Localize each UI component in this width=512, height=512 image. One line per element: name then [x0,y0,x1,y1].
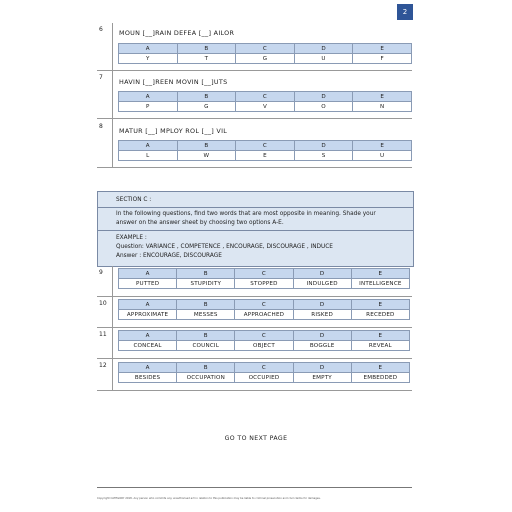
divider [97,118,412,119]
option-header: A [119,92,178,102]
divider [112,297,113,327]
divider [97,70,412,71]
divider [97,358,412,359]
option-value: W [177,151,236,161]
question-text: MATUR [__] MPLOY ROL [__] VIL [119,127,228,135]
option-header: C [236,92,295,102]
option-value: STUPIDITY [177,279,235,289]
option-header: E [351,331,409,341]
page-number-badge: 2 [397,4,413,20]
option-header: B [177,269,235,279]
option-header: B [177,300,235,310]
option-header: C [235,331,293,341]
divider [112,328,113,358]
option-header: D [293,300,351,310]
option-header: D [293,331,351,341]
question-number: 8 [99,123,103,130]
option-header: E [353,44,412,54]
option-header: B [177,331,235,341]
option-value: REVEAL [351,341,409,351]
question-text: HAVIN [__]REEN MOVIN [__]UTS [119,78,228,86]
option-value: P [119,102,178,112]
divider [97,327,412,328]
option-value: CONCEAL [119,341,177,351]
option-header: D [294,92,353,102]
question-number: 9 [99,269,103,276]
option-value: EMBEDDED [351,373,409,383]
option-value: F [353,54,412,64]
option-header: D [294,44,353,54]
question-number: 10 [99,300,107,307]
option-value: Y [119,54,178,64]
option-value: MESSES [177,310,235,320]
divider [97,296,412,297]
option-value: INDULGED [293,279,351,289]
divider [112,23,113,70]
options-table [118,140,412,161]
option-value: RISKED [293,310,351,320]
section-instruction: In the following questions, find two words that are most opposite in meaning. Shade your [116,211,376,217]
divider [97,390,412,391]
option-value: G [177,102,236,112]
option-value: G [236,54,295,64]
options-table [118,330,410,351]
option-value: APPROXIMATE [119,310,177,320]
option-header: D [293,363,351,373]
option-header: D [294,141,353,151]
option-value: BESIDES [119,373,177,383]
option-value: COUNCIL [177,341,235,351]
example-answer: Answer : ENCOURAGE, DISCOURAGE [116,253,222,259]
divider [112,71,113,118]
option-value: U [353,151,412,161]
option-header: A [119,363,177,373]
options-table [118,362,410,383]
option-header: E [353,141,412,151]
option-value: V [236,102,295,112]
option-value: E [236,151,295,161]
option-header: C [236,44,295,54]
option-value: N [353,102,412,112]
option-header: B [177,141,236,151]
option-header: B [177,44,236,54]
option-header: C [235,363,293,373]
option-header: A [119,44,178,54]
option-header: A [119,331,177,341]
divider [112,266,113,296]
option-value: OCCUPIED [235,373,293,383]
option-value: PUTTED [119,279,177,289]
option-value: OCCUPATION [177,373,235,383]
options-table [118,268,410,289]
footer-rule [97,487,412,488]
options-table [118,43,412,64]
copyright-notice: Copyright CATEGORY 2018. Any person who commits any unauthorised act in relation to this publication may be liable to criminal prosecution and civil claims for damages. [97,497,321,500]
option-value: BOGGLE [293,341,351,351]
go-to-next-page: GO TO NEXT PAGE [224,435,288,442]
option-header: E [351,300,409,310]
option-header: E [351,363,409,373]
option-value: INTELLIGENCE [351,279,409,289]
question-number: 7 [99,74,103,81]
options-table [118,91,412,112]
question-text: MOUN [__]RAIN DEFEA [__] AILOR [119,29,235,37]
option-value: L [119,151,178,161]
option-value: S [294,151,353,161]
example-question: Question: VARIANCE , COMPETENCE , ENCOURAGE, DISCOURAGE , INDUCE [116,244,333,250]
option-header: A [119,300,177,310]
option-value: O [294,102,353,112]
option-header: C [236,141,295,151]
question-number: 12 [99,362,107,369]
option-value: RECEDED [351,310,409,320]
option-header: A [119,269,177,279]
option-header: B [177,363,235,373]
option-value: T [177,54,236,64]
option-value: APPROACHED [235,310,293,320]
option-header: B [177,92,236,102]
option-value: STOPPED [235,279,293,289]
divider [98,207,413,208]
divider [97,167,412,168]
option-header: D [293,269,351,279]
option-header: E [353,92,412,102]
example-label: EXAMPLE : [116,235,147,241]
question-number: 6 [99,26,103,33]
option-header: E [351,269,409,279]
option-header: C [235,300,293,310]
divider [112,359,113,390]
option-value: U [294,54,353,64]
option-value: EMPTY [293,373,351,383]
options-table [118,299,410,320]
option-header: C [235,269,293,279]
option-header: A [119,141,178,151]
question-number: 11 [99,331,107,338]
divider [112,119,113,167]
section-title: SECTION C : [116,197,152,203]
section-instruction: answer on the answer sheet by choosing two options A-E. [116,220,284,226]
section-c-box [97,191,414,267]
divider [98,230,413,231]
option-value: OBJECT [235,341,293,351]
